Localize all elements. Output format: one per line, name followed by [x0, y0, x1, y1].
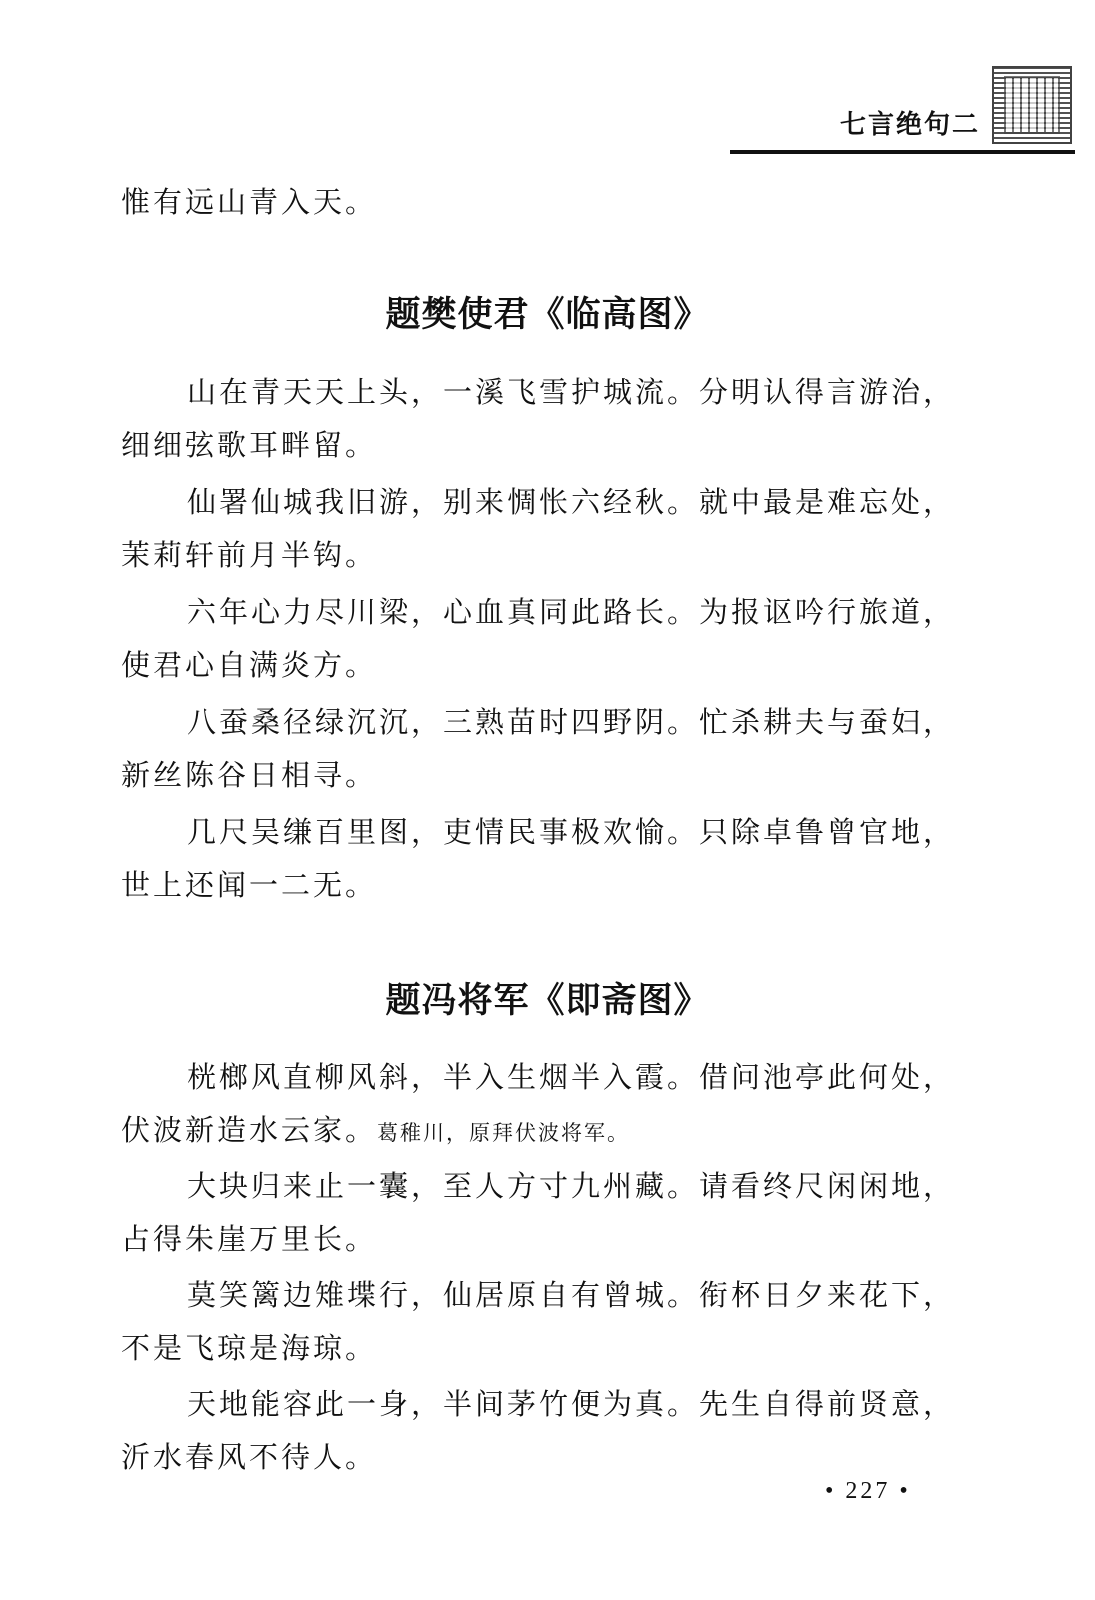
poem-line: 世上还闻一二无。: [121, 868, 378, 902]
poem-line: 八蚕桑径绿沉沉，三熟苗时四野阴。忙杀耕夫与蚕妇，: [187, 705, 956, 739]
seal-stamp-icon: [992, 66, 1072, 144]
poem-title: 题冯将军《即斋图》: [385, 981, 710, 1021]
running-title: 七言绝句二: [839, 110, 980, 140]
poem-line: 新丝陈谷日相寻。: [121, 758, 378, 792]
page-header: [730, 60, 1080, 160]
poem-line: 使君心自满炎方。: [121, 648, 378, 682]
poem-line: 几尺吴缣百里图，吏情民事极欢愉。只除卓鲁曾官地，: [187, 815, 956, 849]
poem-line: 桄榔风直柳风斜，半入生烟半入霞。借问池亭此何处，: [187, 1060, 956, 1094]
poem-line: 茉莉轩前月半钩。: [121, 538, 378, 572]
poem-line: [121, 1108, 630, 1149]
poem-line: 天地能容此一身，半间茅竹便为真。先生自得前贤意，: [187, 1387, 956, 1421]
poem-line-text: 伏波新造水云家。: [121, 1113, 378, 1147]
carryover-line: 惟有远山青入天。: [121, 185, 378, 219]
poem-line: 大块归来止一囊，至人方寸九州藏。请看终尺闲闲地，: [187, 1169, 956, 1203]
page-number: • 227 •: [825, 1478, 911, 1504]
poem-line: 莫笑篱边雉堞行，仙居原自有曾城。衔杯日夕来花下，: [187, 1278, 956, 1312]
header-rule: [730, 150, 1075, 154]
poem-line: 不是飞琼是海琼。: [121, 1331, 378, 1365]
poem-title: 题樊使君《临高图》: [385, 295, 710, 335]
poem-line: 沂水春风不待人。: [121, 1440, 378, 1474]
poem-line: 山在青天天上头，一溪飞雪护城流。分明认得言游治，: [187, 375, 956, 409]
poem-line: 细细弦歌耳畔留。: [121, 428, 378, 462]
annotation-note: 葛稚川，原拜伏波将军。: [377, 1121, 631, 1145]
poem-line: 六年心力尽川梁，心血真同此路长。为报讴吟行旅道，: [187, 595, 956, 629]
poem-line: 占得朱崖万里长。: [121, 1222, 378, 1256]
poem-line: 仙署仙城我旧游，别来惆怅六经秋。就中最是难忘处，: [187, 485, 956, 519]
